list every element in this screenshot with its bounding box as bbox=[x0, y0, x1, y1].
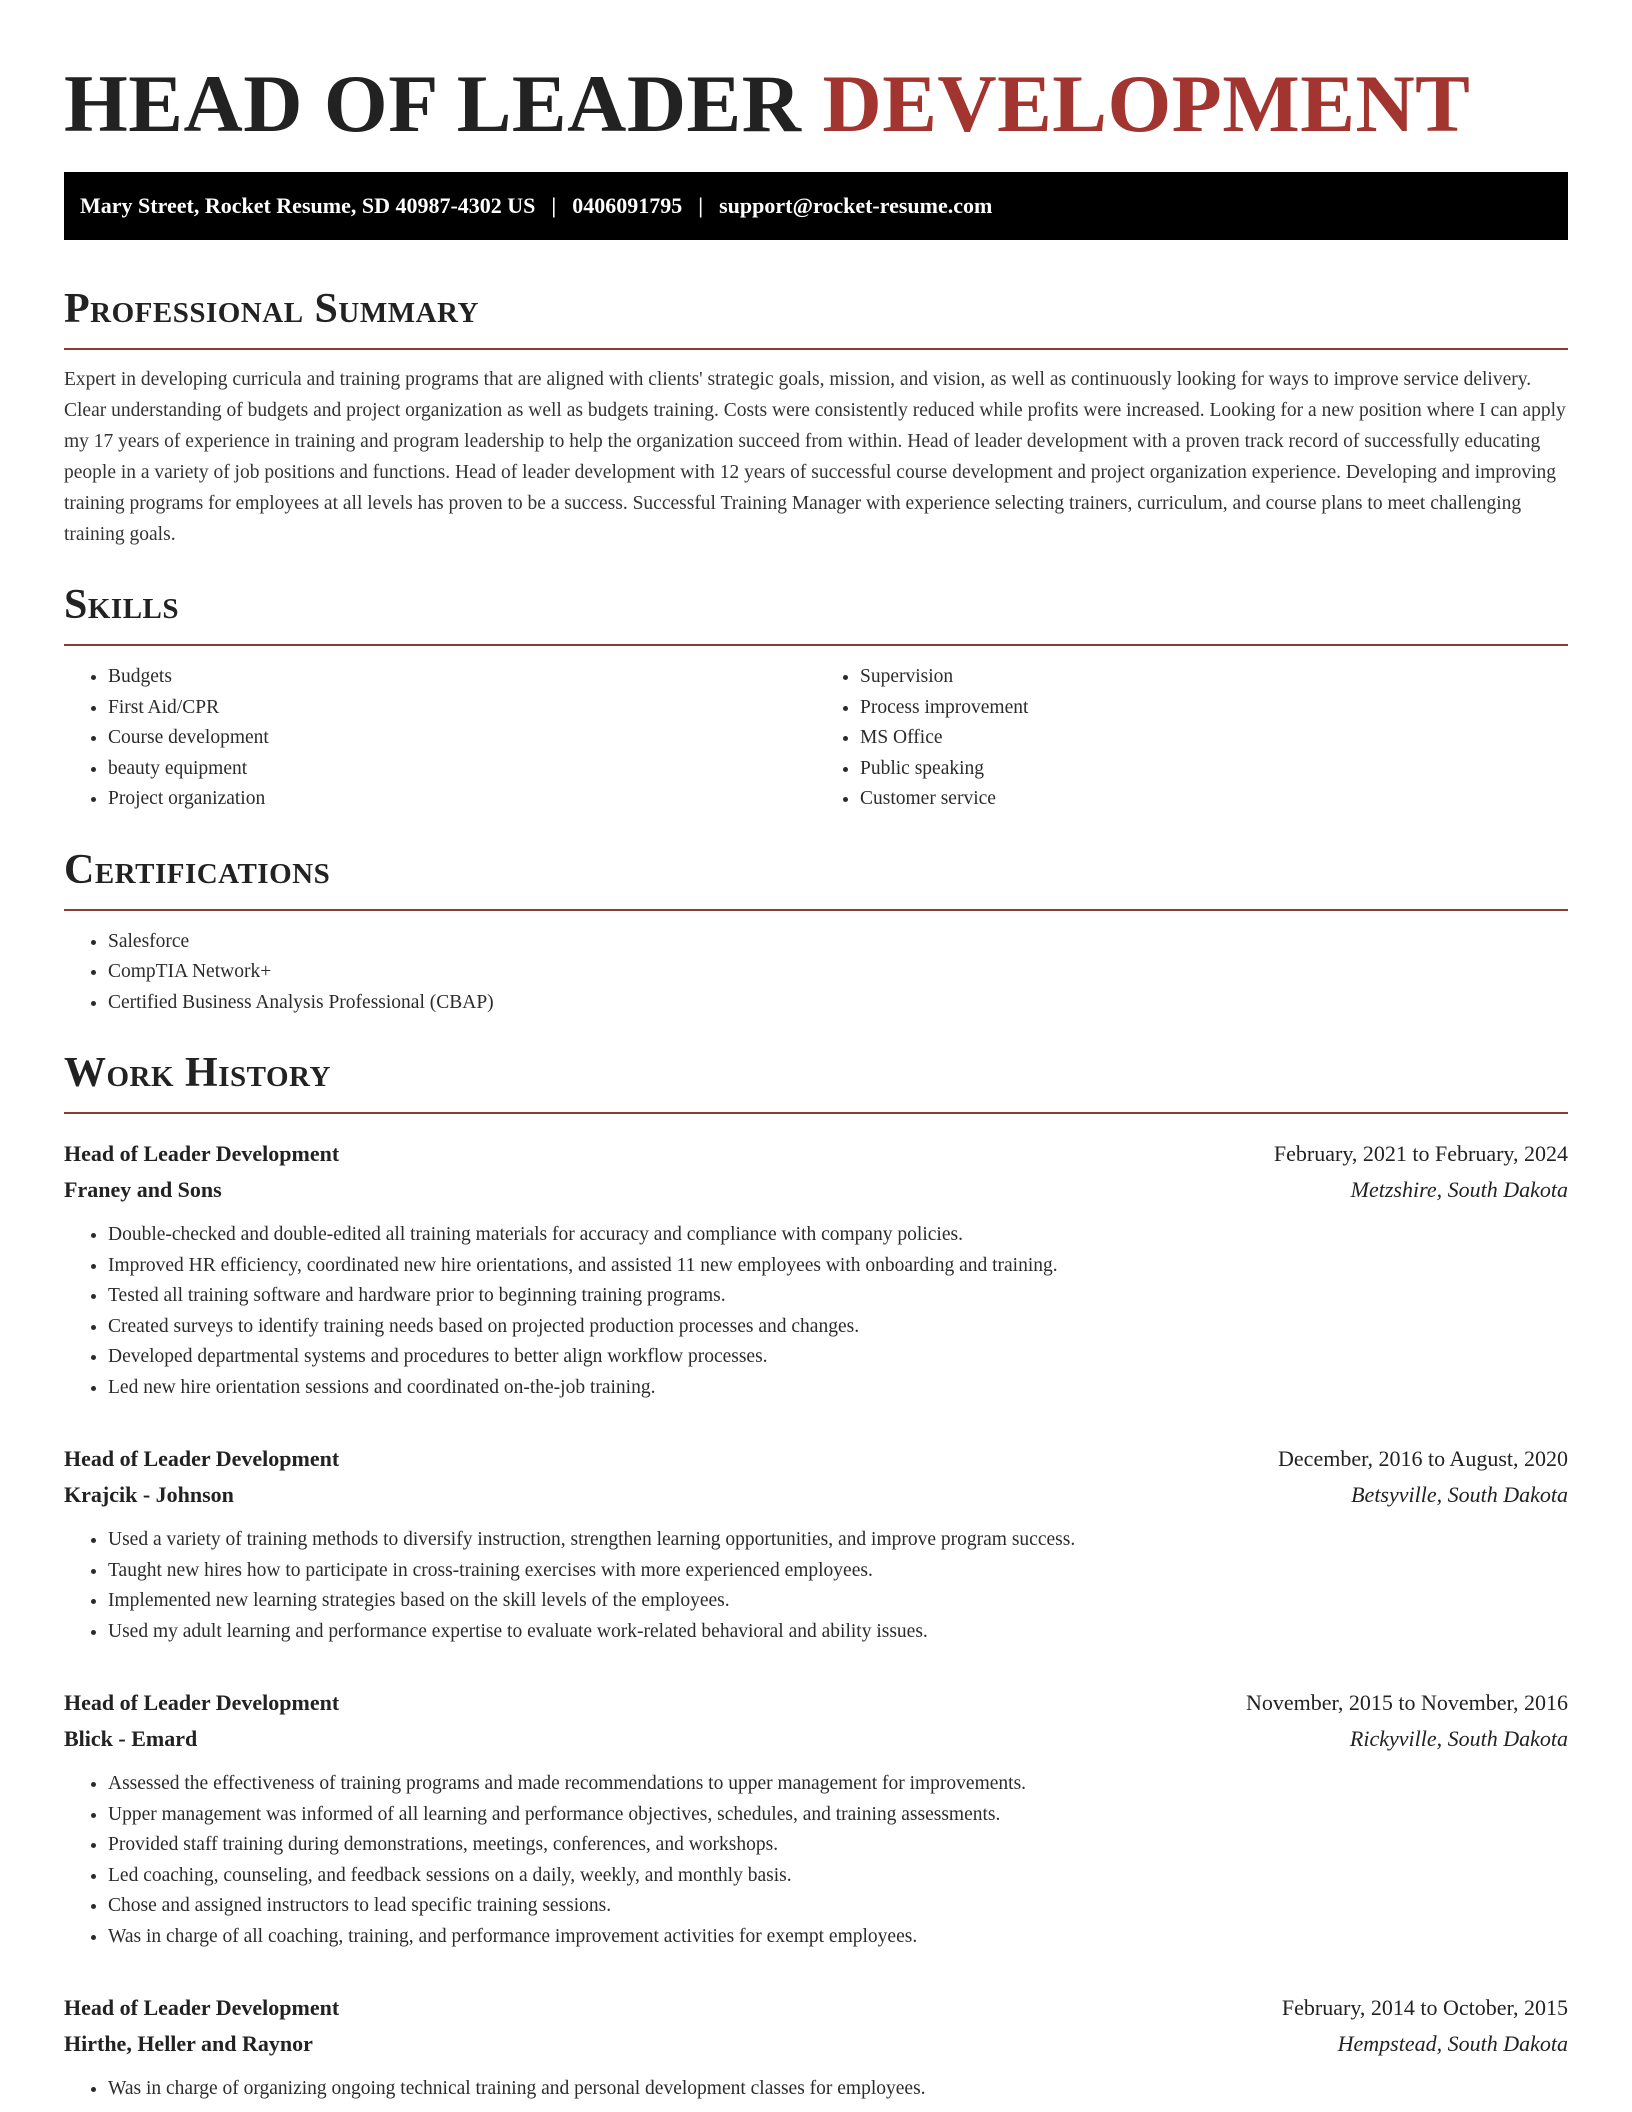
job-bullet: • Led coaching, counseling, and feedback sessions on a daily, weekly, and monthly basis. bbox=[108, 1861, 1568, 1892]
job-bullet: • Was in charge of organizing ongoing technical training and personal development classes for employees. bbox=[108, 2074, 1568, 2105]
job-entry bbox=[64, 1441, 1568, 1647]
skill-item: • Supervision bbox=[860, 662, 1568, 693]
skill-item: • Project organization bbox=[108, 784, 816, 815]
skill-item: • Process improvement bbox=[860, 693, 1568, 724]
job-location: Rickyville, South Dakota bbox=[1349, 1726, 1568, 1751]
job-dates: February, 2014 to October, 2015 bbox=[1281, 1995, 1568, 2020]
job-bullet: • Used my adult learning and performance expertise to evaluate work-related behavioral and ability issues. bbox=[108, 1617, 1568, 1648]
resume-name bbox=[64, 56, 1568, 152]
skills-list-left bbox=[64, 662, 816, 815]
job-bullet: • Tested all training software and hardware prior to beginning training programs. bbox=[108, 1281, 1568, 1312]
job-company: Hirthe, Heller and Raynor bbox=[64, 2031, 313, 2056]
work-history-heading: Work History bbox=[64, 1048, 1568, 1114]
job-entry bbox=[64, 1136, 1568, 1403]
job-dates: December, 2016 to August, 2020 bbox=[1278, 1446, 1568, 1471]
job-title: Head of Leader Development bbox=[64, 1141, 340, 1166]
job-bullet: • Led new hire orientation sessions and coordinated on-the-job training. bbox=[108, 1373, 1568, 1404]
job-bullet: • Provided staff training during demonstrations, meetings, conferences, and workshops. bbox=[108, 1830, 1568, 1861]
job-bullet: • Developed departmental systems and procedures to better align workflow processes. bbox=[108, 1342, 1568, 1373]
contact-phone: 0406091795 bbox=[572, 193, 683, 218]
skill-item: • First Aid/CPR bbox=[108, 693, 816, 724]
job-dates: November, 2015 to November, 2016 bbox=[1245, 1690, 1568, 1715]
job-title: Head of Leader Development bbox=[64, 1995, 340, 2020]
job-company: Krajcik - Johnson bbox=[64, 1482, 234, 1507]
skill-item: • Course development bbox=[108, 723, 816, 754]
summary-section bbox=[64, 284, 1568, 550]
job-entry bbox=[64, 1990, 1568, 2105]
skills-grid bbox=[64, 646, 1568, 815]
certification-item: • Salesforce bbox=[108, 927, 1568, 958]
job-bullets bbox=[64, 1525, 1568, 1647]
job-bullet: • Chose and assigned instructors to lead specific training sessions. bbox=[108, 1891, 1568, 1922]
skills-list-right bbox=[816, 662, 1568, 815]
certifications-list bbox=[64, 927, 1568, 1019]
skills-section bbox=[64, 580, 1568, 815]
summary-text: Expert in developing curricula and training programs that are aligned with clients' strategic goals, mission, and vision, as well as continuously looking for ways to improve service delivery. Clear understanding of budgets and project organization as well as budgets training. Costs were consistently reduced while profits were increased. Looking for a new position where I can apply my 17 years of experience in training and program leadership to help the organization succeed from within. Head of leader development with a proven track record of successfully educating people in a variety of job positions and functions. Head of leader development with 12 years of successful course development and project organization experience. Developing and improving training programs for employees at all levels has proven to be a success. Successful Training Manager with experience selecting trainers, curriculum, and course plans to meet challenging training goals. bbox=[64, 369, 1566, 545]
job-title: Head of Leader Development bbox=[64, 1446, 340, 1471]
job-bullet: • Created surveys to identify training needs based on projected production processes and changes. bbox=[108, 1312, 1568, 1343]
skill-item: • Budgets bbox=[108, 662, 816, 693]
job-bullets bbox=[64, 2074, 1568, 2105]
certification-item: • CompTIA Network+ bbox=[108, 957, 1568, 988]
certifications-section bbox=[64, 845, 1568, 1019]
job-bullet: • Taught new hires how to participate in cross-training exercises with more experienced employees. bbox=[108, 1556, 1568, 1587]
job-entry bbox=[64, 1685, 1568, 1952]
contact-separator: | bbox=[698, 193, 704, 218]
skills-heading: Skills bbox=[64, 580, 1568, 646]
skill-item: • Public speaking bbox=[860, 754, 1568, 785]
job-bullet: • Implemented new learning strategies based on the skill levels of the employees. bbox=[108, 1586, 1568, 1617]
job-company: Blick - Emard bbox=[64, 1726, 198, 1751]
job-dates: February, 2021 to February, 2024 bbox=[1273, 1141, 1568, 1166]
contact-email[interactable]: support@rocket-resume.com bbox=[719, 193, 993, 218]
job-company: Franey and Sons bbox=[64, 1177, 222, 1202]
job-bullet: • Assessed the effectiveness of training programs and made recommendations to upper management for improvements. bbox=[108, 1769, 1568, 1800]
job-bullet: • Used a variety of training methods to diversify instruction, strengthen learning opportunities, and improve program success. bbox=[108, 1525, 1568, 1556]
job-title: Head of Leader Development bbox=[64, 1690, 340, 1715]
job-bullets bbox=[64, 1769, 1568, 1952]
job-bullet: • Double-checked and double-edited all training materials for accuracy and compliance with company policies. bbox=[108, 1220, 1568, 1251]
contact-address: Mary Street, Rocket Resume, SD 40987-4302 US bbox=[80, 193, 536, 218]
skill-item: • beauty equipment bbox=[108, 754, 816, 785]
contact-separator: | bbox=[551, 193, 557, 218]
job-bullet: • Upper management was informed of all learning and performance objectives, schedules, and training assessments. bbox=[108, 1800, 1568, 1831]
contact-bar bbox=[64, 172, 1568, 240]
certification-item: • Certified Business Analysis Professional (CBAP) bbox=[108, 988, 1568, 1019]
work-history-section bbox=[64, 1048, 1568, 2105]
job-bullets bbox=[64, 1220, 1568, 1403]
skill-item: • Customer service bbox=[860, 784, 1568, 815]
job-location: Metzshire, South Dakota bbox=[1350, 1177, 1568, 1202]
job-bullet: • Improved HR efficiency, coordinated new hire orientations, and assisted 11 new employees with onboarding and training. bbox=[108, 1251, 1568, 1282]
job-location: Hempstead, South Dakota bbox=[1337, 2031, 1568, 2056]
skill-item: • MS Office bbox=[860, 723, 1568, 754]
name-part-2: DEVELOPMENT bbox=[822, 58, 1471, 149]
name-part-1: HEAD OF LEADER bbox=[64, 58, 802, 149]
job-location: Betsyville, South Dakota bbox=[1351, 1482, 1568, 1507]
job-bullet: • Was in charge of all coaching, training, and performance improvement activities for exempt employees. bbox=[108, 1922, 1568, 1953]
certifications-heading: Certifications bbox=[64, 845, 1568, 911]
summary-heading: Professional Summary bbox=[64, 284, 1568, 350]
